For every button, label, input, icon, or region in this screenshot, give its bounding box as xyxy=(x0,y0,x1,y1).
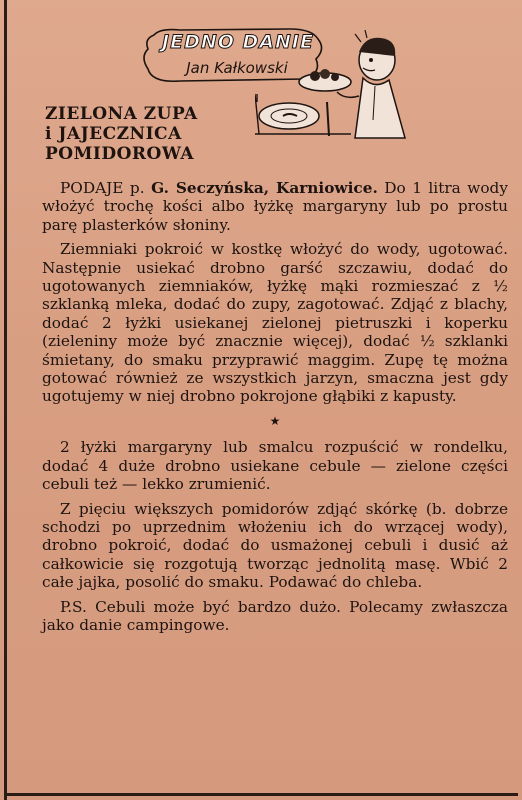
recipe-title-line: i JAJECZNICA xyxy=(45,124,182,144)
chef-plate-illustration-icon xyxy=(255,30,415,140)
lead-prefix: PODAJE p. xyxy=(60,179,152,197)
recipe-title-line: POMIDOROWA xyxy=(45,144,195,164)
lead-text: Do 1 litra wody włożyć trochę kości albo łyżkę margaryny lub po prostu parę plasterków słoniny. xyxy=(42,179,508,234)
recipe-body xyxy=(42,179,508,640)
recipe-title xyxy=(45,104,265,164)
recipe-intro-paragraph xyxy=(42,179,508,234)
omelette-paragraph: Z pięciu większych pomidorów zdjąć skórkę (b. dobrze schodzi po uprzednim włożeniu ich do wrzącej wody), drobno pokroić, dodać do usmażonej cebuli i dusić aż całkowicie się rozgotują tworząc jednolitą masę. Wbić 2 całe jajka, posolić do smaku. Podawać do chleba. xyxy=(42,499,508,592)
soup-paragraph: Ziemniaki pokroić w kostkę włożyć do wody, ugotować. Następnie usiekać drobno garść szczawiu, dodać do ugotowanych ziemniaków, łyżkę mąki rozmieszać z ½ szklanką mleka, dodać do zupy, zagotować. Zdjąć z blachy, dodać 2 łyżki usiekanej zielonej pietruszki i koperku (zieleniny może być znacznie więcej), dodać ½ szklanki śmietany, do smaku przyprawić maggim. Zupę tę można gotować również ze wszystkich jarzyn, smaczna jest gdy ugotujemy w niej drobno pokrojone głąbiki z kapusty. xyxy=(42,240,508,406)
column-title: JEDNO DANIE xyxy=(162,31,314,53)
left-rule xyxy=(4,0,7,800)
postscript-paragraph: P.S. Cebuli może być bardzo dużo. Polecamy zwłaszcza jako danie campingowe. xyxy=(42,597,508,634)
bottom-rule xyxy=(4,793,518,796)
contributor-name: G. Seczyńska, Karniowice. xyxy=(151,179,378,197)
omelette-paragraph: 2 łyżki margaryny lub smalcu rozpuścić w rondelku, dodać 4 duże drobno usiekane cebule — zielone części cebuli też — lekko zrumienić. xyxy=(42,438,508,494)
column-author: Jan Kałkowski xyxy=(186,59,288,77)
recipe-title-line: ZIELONA ZUPA xyxy=(45,104,198,124)
separator-star-icon: ★ xyxy=(269,413,281,428)
